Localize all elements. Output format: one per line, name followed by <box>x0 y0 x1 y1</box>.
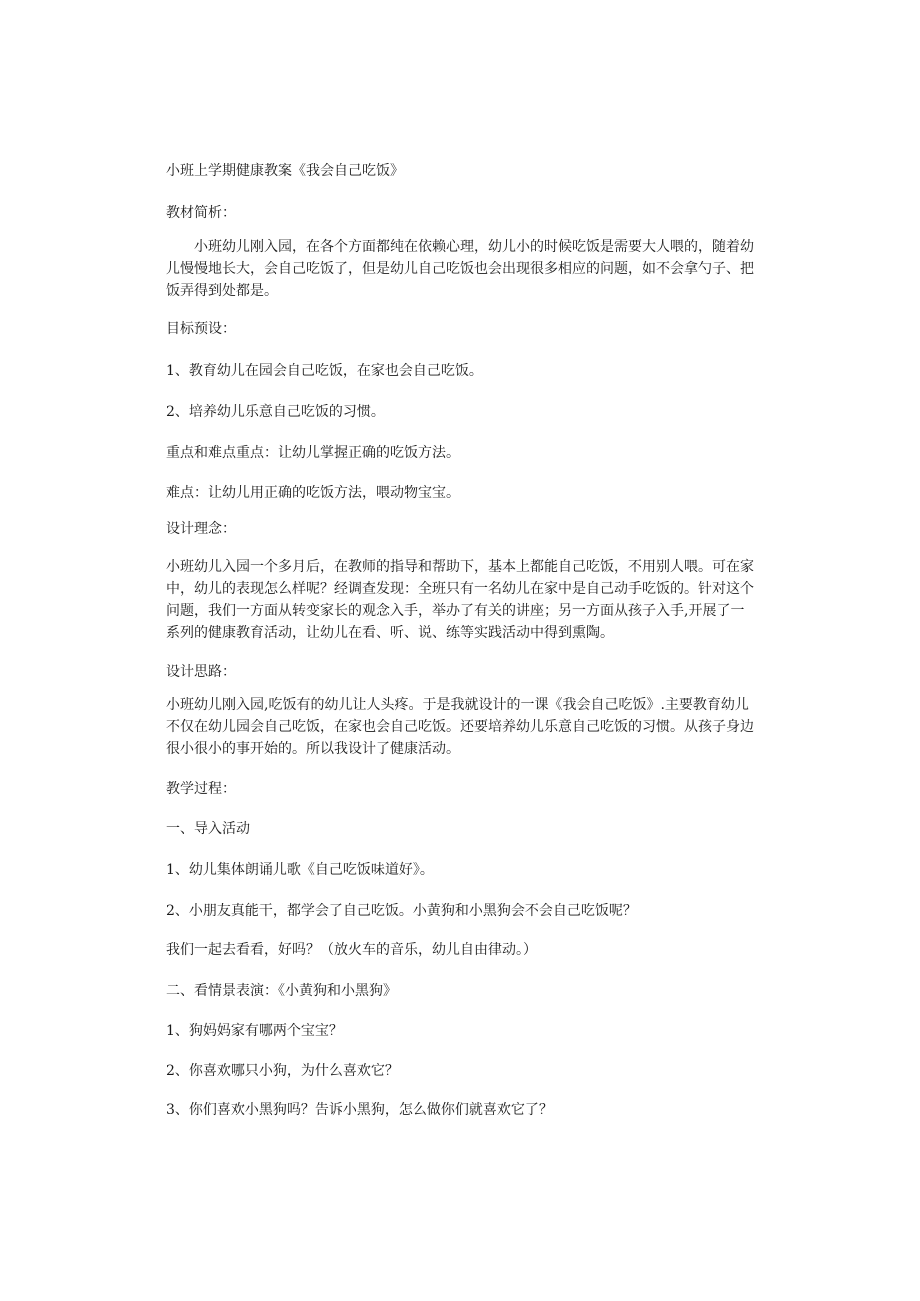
material-heading: 教材简析： <box>166 205 236 221</box>
goal-heading: 目标预设： <box>166 321 236 337</box>
concept-heading: 设计理念： <box>166 521 236 537</box>
part-2-heading: 二、看情景表演：《小黄狗和小黑狗》 <box>166 983 397 999</box>
difficult-point: 难点：让幼儿用正确的吃饭方法，喂动物宝宝。 <box>166 485 460 501</box>
part-1-heading: 一、导入活动 <box>166 821 250 837</box>
material-paragraph: 小班幼儿刚入园，在各个方面都纯在依赖心理，幼儿小的时候吃饭是需要大人喂的，随着幼儿慢慢地长大，会自己吃饭了，但是幼儿自己吃饭也会出现很多相应的问题，如不会拿勺子、把饭弄得到处都是。 <box>166 239 754 299</box>
part-1-item-1: 1、幼儿集体朗诵儿歌《自己吃饭味道好》。 <box>166 862 434 878</box>
idea-paragraph: 小班幼儿刚入园,吃饭有的幼儿让人头疼。于是我就设计的一课《我会自己吃饭》.主要教育幼儿不仅在幼儿园会自己吃饭，在家也会自己吃饭。还要培养幼儿乐意自己吃饭的习惯。从孩子身边很小很小的事开始的。所以我设计了健康活动。 <box>166 697 754 757</box>
part-2-item-2: 2、你喜欢哪只小狗，为什么喜欢它？ <box>166 1063 399 1079</box>
part-2-item-1: 1、狗妈妈家有哪两个宝宝？ <box>166 1023 343 1039</box>
idea-heading: 设计思路： <box>166 664 236 680</box>
concept-paragraph: 小班幼儿入园一个多月后，在教师的指导和帮助下，基本上都能自己吃饭，不用别人喂。可在家中，幼儿的表现怎么样呢？经调查发现：全班只有一名幼儿在家中是自己动手吃饭的。针对这个问题，我们一方面从转变家长的观念入手，举办了有关的讲座；另一方面从孩子入手,开展了一系列的健康教育活动，让幼儿在看、听、说、练等实践活动中得到熏陶。 <box>166 559 754 641</box>
part-1-item-2: 2、小朋友真能干，都学会了自己吃饭。小黄狗和小黑狗会不会自己吃饭呢？ <box>166 903 637 919</box>
part-1-item-3: 我们一起去看看，好吗？（放火车的音乐，幼儿自由律动。） <box>166 942 537 958</box>
goal-item-2: 2、培养幼儿乐意自己吃饭的习惯。 <box>166 404 385 420</box>
part-2-item-3: 3、你们喜欢小黑狗吗？告诉小黑狗，怎么做你们就喜欢它了？ <box>166 1102 553 1118</box>
key-point: 重点和难点重点：让幼儿掌握正确的吃饭方法。 <box>166 445 460 461</box>
goal-item-1: 1、教育幼儿在园会自己吃饭，在家也会自己吃饭。 <box>166 363 483 379</box>
document-title: 小班上学期健康教案《我会自己吃饭》 <box>166 163 404 179</box>
process-heading: 教学过程： <box>166 781 236 797</box>
